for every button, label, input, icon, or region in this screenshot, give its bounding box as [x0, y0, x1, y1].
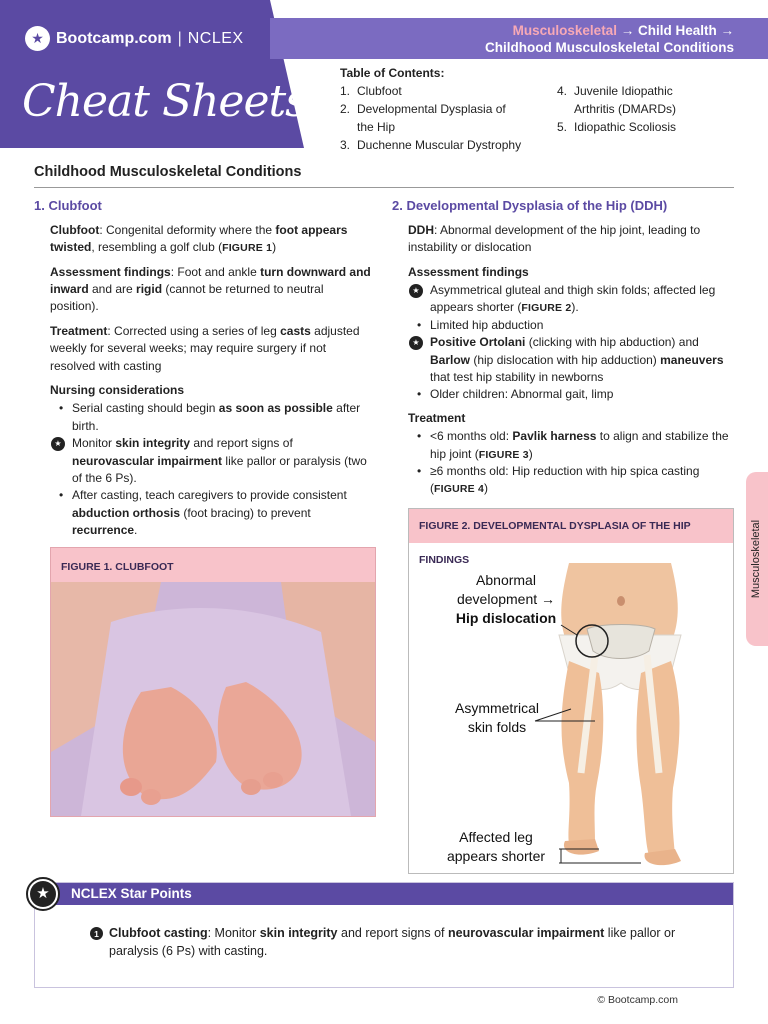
toc-item-jia-cont[interactable]: Arthritis (DMARDs) — [574, 102, 676, 116]
clubfoot-heading: 1. Clubfoot — [34, 198, 102, 213]
ddh-assessment-list — [392, 282, 738, 404]
page-title: Childhood Musculoskeletal Conditions — [34, 164, 302, 180]
brand-logo[interactable] — [25, 26, 244, 51]
table-of-contents — [340, 64, 521, 154]
list-item: ★ Positive Ortolani (clicking with hip abduction) and Barlow (hip dislocation with hip adduction) maneuvers that test hip stability in newborns — [408, 334, 738, 386]
breadcrumb-musculoskeletal[interactable]: Musculoskeletal — [512, 23, 617, 38]
ddh-assessment-heading: Assessment findings — [408, 264, 529, 279]
clubfoot-assessment: Assessment findings: Foot and ankle turn downward and inward and are rigid (cannot be returned to neutral position). — [50, 264, 371, 314]
side-tab-musculoskeletal[interactable] — [746, 472, 768, 646]
label-asymmetrical-skin-folds: Asymmetrical skin folds — [454, 700, 539, 735]
ddh-definition: DDH: Abnormal development of the hip joint, leading to instability or dislocation — [408, 222, 701, 255]
clubfoot-treatment: Treatment: Corrected using a series of leg casts adjusted weekly for several weeks; may require surgery if not resolved with casting — [50, 323, 360, 373]
list-item: ★ Monitor skin integrity and report signs of neurovascular impairment like pallor or paralysis (two of the 6 Ps). — [50, 435, 374, 487]
list-item: • ≥6 months old: Hip reduction with hip spica casting (FIGURE 4) — [408, 463, 738, 498]
star-badge-icon: ★ — [26, 877, 60, 911]
star-point-item: 1 Clubfoot casting: Monitor skin integrity and report signs of neurovascular impairment like pallor or paralysis (6 Ps) with casting. — [90, 924, 710, 960]
list-item: • <6 months old: Pavlik harness to align and stabilize the hip joint (FIGURE 3) — [408, 428, 738, 463]
list-item: • Serial casting should begin as soon as possible after birth. — [50, 400, 374, 435]
label-affected-leg-shorter: Affected leg appears shorter — [446, 829, 546, 864]
figure-2-label: FIGURE 2. DEVELOPMENTAL DYSPLASIA OF THE HIP FINDINGS — [409, 509, 733, 543]
clubfoot-definition: Clubfoot: Congenital deformity where the foot appears twisted, resembling a golf club (FIGURE 1) — [50, 222, 348, 255]
star-bullet-icon: ★ — [51, 437, 65, 451]
nursing-considerations-list — [34, 400, 374, 539]
table-of-contents-col2 — [557, 82, 676, 136]
toc-item-scoliosis[interactable]: 5. Idiopathic Scoliosis — [557, 120, 677, 134]
list-item: • After casting, teach caregivers to provide consistent abduction orthosis (foot bracing) to prevent recurrence. — [50, 487, 374, 539]
toc-item-ddh-cont[interactable]: the Hip — [357, 120, 396, 134]
figure-1-label: FIGURE 1. CLUBFOOT — [51, 548, 375, 582]
star-points-title: NCLEX Star Points — [35, 883, 733, 905]
ddh-treatment-list — [392, 428, 738, 498]
toc-item-ddh[interactable]: 2. Developmental Dysplasia of — [340, 102, 506, 116]
figure-1-clubfoot — [50, 547, 376, 817]
nursing-considerations-heading: Nursing considerations — [50, 382, 185, 397]
ddh-treatment-heading: Treatment — [408, 410, 466, 425]
star-point-number: 1 — [90, 927, 103, 940]
figure-2-ddh — [408, 508, 734, 874]
list-item: ★ Asymmetrical gluteal and thigh skin folds; affected leg appears shorter (FIGURE 2). — [408, 282, 738, 317]
toc-title: Table of Contents: — [340, 66, 445, 80]
breadcrumb — [485, 22, 734, 56]
ddh-illustration — [409, 543, 733, 873]
list-item: • Limited hip abduction — [408, 317, 738, 334]
star-bullet-icon: ★ — [409, 336, 423, 350]
title-divider — [34, 187, 734, 188]
brand-product: NCLEX — [187, 29, 244, 47]
breadcrumb-current: Childhood Musculoskeletal Conditions — [484, 40, 734, 55]
ddh-section — [392, 197, 738, 504]
list-item: • Older children: Abnormal gait, limp — [408, 386, 738, 403]
side-tab-label: Musculoskeletal — [750, 519, 763, 599]
breadcrumb-child-health[interactable]: Child Health → — [637, 23, 734, 38]
brand-separator: | — [177, 29, 182, 47]
brand-name: Bootcamp.com — [56, 29, 172, 47]
cheat-sheets-title: Cheat Sheets — [22, 76, 307, 127]
breadcrumb-arrow: → — [620, 23, 635, 38]
toc-item-jia[interactable]: 4. Juvenile Idiopathic — [557, 84, 673, 98]
star-bullet-icon: ★ — [409, 284, 423, 298]
clubfoot-section — [34, 197, 374, 545]
star-circle-icon: ★ — [25, 26, 50, 51]
toc-item-clubfoot[interactable]: 1. Clubfoot — [340, 84, 402, 98]
footer-copyright: © Bootcamp.com — [597, 994, 678, 1006]
ddh-heading: 2. Developmental Dysplasia of the Hip (DDH) — [392, 198, 668, 213]
label-abnormal-development: Abnormal development → Hip dislocation — [455, 572, 557, 626]
clubfoot-photo — [51, 582, 375, 816]
toc-item-duchenne[interactable]: 3. Duchenne Muscular Dystrophy — [340, 138, 522, 152]
